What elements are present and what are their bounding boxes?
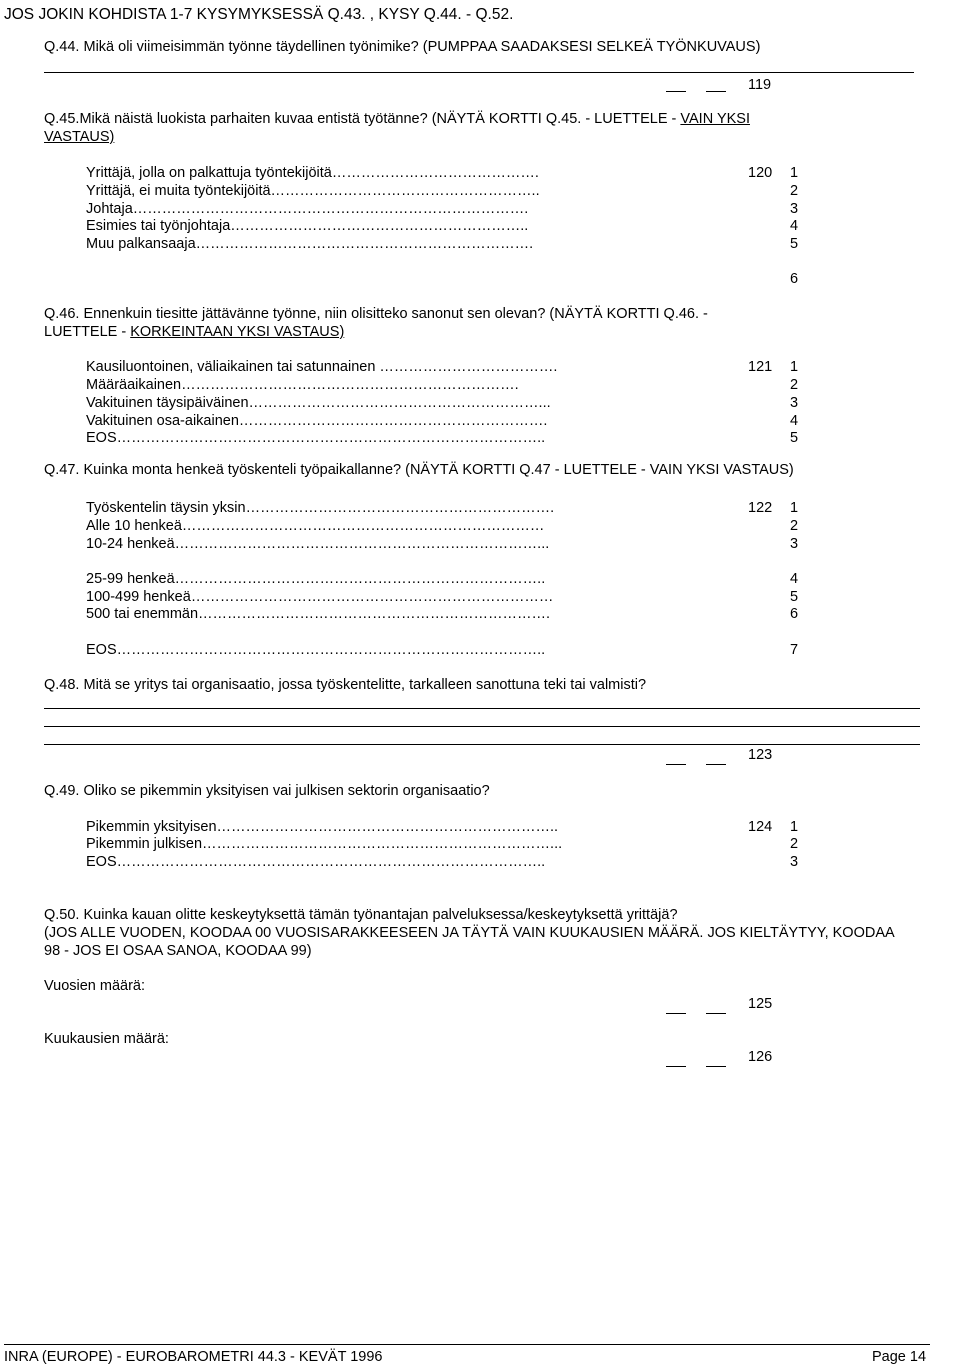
q47-text: Q.47. Kuinka monta henkeä työskenteli työpaikallanne? (NÄYTÄ KORTTI Q.47 - LUETTELE - VAIN YKSI VASTAUS) — [44, 462, 794, 478]
q46-option-label: EOS…………………………………………………………………………….. — [86, 430, 546, 446]
footer-rule — [4, 1344, 930, 1345]
q47-option-code: 6 — [790, 606, 799, 622]
q44-blank-2 — [706, 91, 726, 92]
q50-instruction-cont: 98 - JOS EI OSAA SANOA, KOODAA 99) — [44, 943, 312, 959]
q49-text: Q.49. Oliko se pikemmin yksityisen vai julkisen sektorin organisaatio? — [44, 783, 490, 799]
q49-option-label: Pikemmin julkisen………………………………………………………………... — [86, 836, 563, 852]
q47-option-code: 1 — [790, 500, 799, 516]
q46-option-code: 1 — [790, 359, 799, 375]
q47-option-code: 7 — [790, 642, 799, 658]
q47-option-label: 100-499 henkeä………………………………………………………………… — [86, 589, 554, 605]
q50-years-label: Vuosien määrä: — [44, 978, 146, 994]
q47-option-code: 2 — [790, 518, 799, 534]
q46-text-cont: LUETTELE - KORKEINTAAN YKSI VASTAUS) — [44, 324, 345, 340]
q49-option-code: 2 — [790, 836, 799, 852]
q46-option-label: Määräaikainen……………………………………………………………. — [86, 377, 519, 393]
q48-answer-line — [44, 726, 920, 727]
q47-column-number: 122 — [748, 500, 773, 516]
q44-answer-line — [44, 72, 914, 73]
q47-option-label: Työskentelin täysin yksin………………………………………………………. — [86, 500, 555, 516]
footer-left-text: INRA (EUROPE) - EUROBAROMETRI 44.3 - KEVÄT 1996 — [4, 1349, 383, 1365]
q46-column-number: 121 — [748, 359, 773, 375]
q48-blank-1 — [666, 764, 686, 765]
q45-option-code: 3 — [790, 201, 799, 217]
q50-years-blank-2 — [706, 1013, 726, 1014]
q49-column-number: 124 — [748, 819, 773, 835]
q44-column-number: 119 — [748, 77, 772, 93]
page-header-title: JOS JOKIN KOHDISTA 1-7 KYSYMYKSESSÄ Q.43. , KYSY Q.44. - Q.52. — [4, 6, 514, 23]
q47-option-code: 4 — [790, 571, 799, 587]
q44-blank-1 — [666, 91, 686, 92]
q45-option-label: Yrittäjä, ei muita työntekijöitä……………………………………………….. — [86, 183, 540, 199]
q50-text: Q.50. Kuinka kauan olitte keskeytyksettä tämän työnantajan palveluksessa/keskeytyksettä yrittäjä? — [44, 907, 678, 923]
q50-months-label: Kuukausien määrä: — [44, 1031, 169, 1047]
q46-option-code: 3 — [790, 395, 799, 411]
q47-option-label: Alle 10 henkeä………………………………………………………………… — [86, 518, 545, 534]
q50-months-blank-1 — [666, 1066, 686, 1067]
q46-option-code: 2 — [790, 377, 799, 393]
q46-option-label: Vakituinen täysipäiväinen……………………………………………………... — [86, 395, 551, 411]
q45-option-code: 2 — [790, 183, 799, 199]
q48-blank-2 — [706, 764, 726, 765]
q45-text-cont: VASTAUS) — [44, 129, 115, 145]
q46-option-label: Kausiluontoinen, väliaikainen tai satunnainen ………………………………. — [86, 359, 558, 375]
q49-option-label: EOS…………………………………………………………………………….. — [86, 854, 546, 870]
q46-option-code: 5 — [790, 430, 799, 446]
q48-text: Q.48. Mitä se yritys tai organisaatio, jossa työskentelitte, tarkalleen sanottuna teki tai valmisti? — [44, 677, 647, 693]
q45-column-number: 120 — [748, 165, 773, 181]
q46-text: Q.46. Ennenkuin tiesitte jättävänne työnne, niin olisitteko sanonut sen olevan? (NÄYTÄ KORTTI Q.46. - — [44, 306, 708, 322]
q47-option-code: 3 — [790, 536, 799, 552]
q47-option-code: 5 — [790, 589, 799, 605]
footer-page-number: Page 14 — [872, 1349, 927, 1365]
q49-option-code: 1 — [790, 819, 799, 835]
q50-years-blank-1 — [666, 1013, 686, 1014]
q50-instruction: (JOS ALLE VUODEN, KOODAA 00 VUOSISARAKKEESEEN JA TÄYTÄ VAIN KUUKAUSIEN MÄÄRÄ. JOS KIELTÄYTYY, KOODAA — [44, 925, 895, 941]
q44-text: Q.44. Mikä oli viimeisimmän työnne täydellinen työnimike? (PUMPPAA SAADAKSESI SELKEÄ TYÖNKUVAUS) — [44, 39, 761, 55]
q49-option-label: Pikemmin yksityisen…………………………………………………………….. — [86, 819, 559, 835]
q47-option-label: EOS…………………………………………………………………………….. — [86, 642, 546, 658]
q45-option-label: Muu palkansaaja……………………………………………………………. — [86, 236, 534, 252]
q48-answer-line — [44, 744, 920, 745]
q45-option-code: 5 — [790, 236, 799, 252]
q46-option-code: 4 — [790, 413, 799, 429]
q46-option-label: Vakituinen osa-aikainen………………………………………………………. — [86, 413, 548, 429]
q45-option-code: 1 — [790, 165, 799, 181]
q45-extra-code: 6 — [790, 271, 799, 287]
q50-years-column-number: 125 — [748, 996, 773, 1012]
q47-option-label: 500 tai enemmän………………………………………………………………. — [86, 606, 551, 622]
q50-months-blank-2 — [706, 1066, 726, 1067]
q49-option-code: 3 — [790, 854, 799, 870]
q45-text: Q.45.Mikä näistä luokista parhaiten kuvaa entistä työtänne? (NÄYTÄ KORTTI Q.45. - LUETTELE - VAIN YKSI — [44, 111, 750, 127]
q48-answer-line — [44, 708, 920, 709]
q45-option-label: Johtaja………………………………………………………………………. — [86, 201, 529, 217]
q45-option-code: 4 — [790, 218, 799, 234]
q47-option-label: 25-99 henkeä………………………………………………………………….. — [86, 571, 546, 587]
q48-column-number: 123 — [748, 747, 773, 763]
q45-option-label: Esimies tai työnjohtaja…………………………………………………….. — [86, 218, 529, 234]
q45-option-label: Yrittäjä, jolla on palkattuja työntekijöitä……………………………………. — [86, 165, 539, 181]
q50-months-column-number: 126 — [748, 1049, 773, 1065]
q47-option-label: 10-24 henkeä…………………………………………………………………... — [86, 536, 550, 552]
